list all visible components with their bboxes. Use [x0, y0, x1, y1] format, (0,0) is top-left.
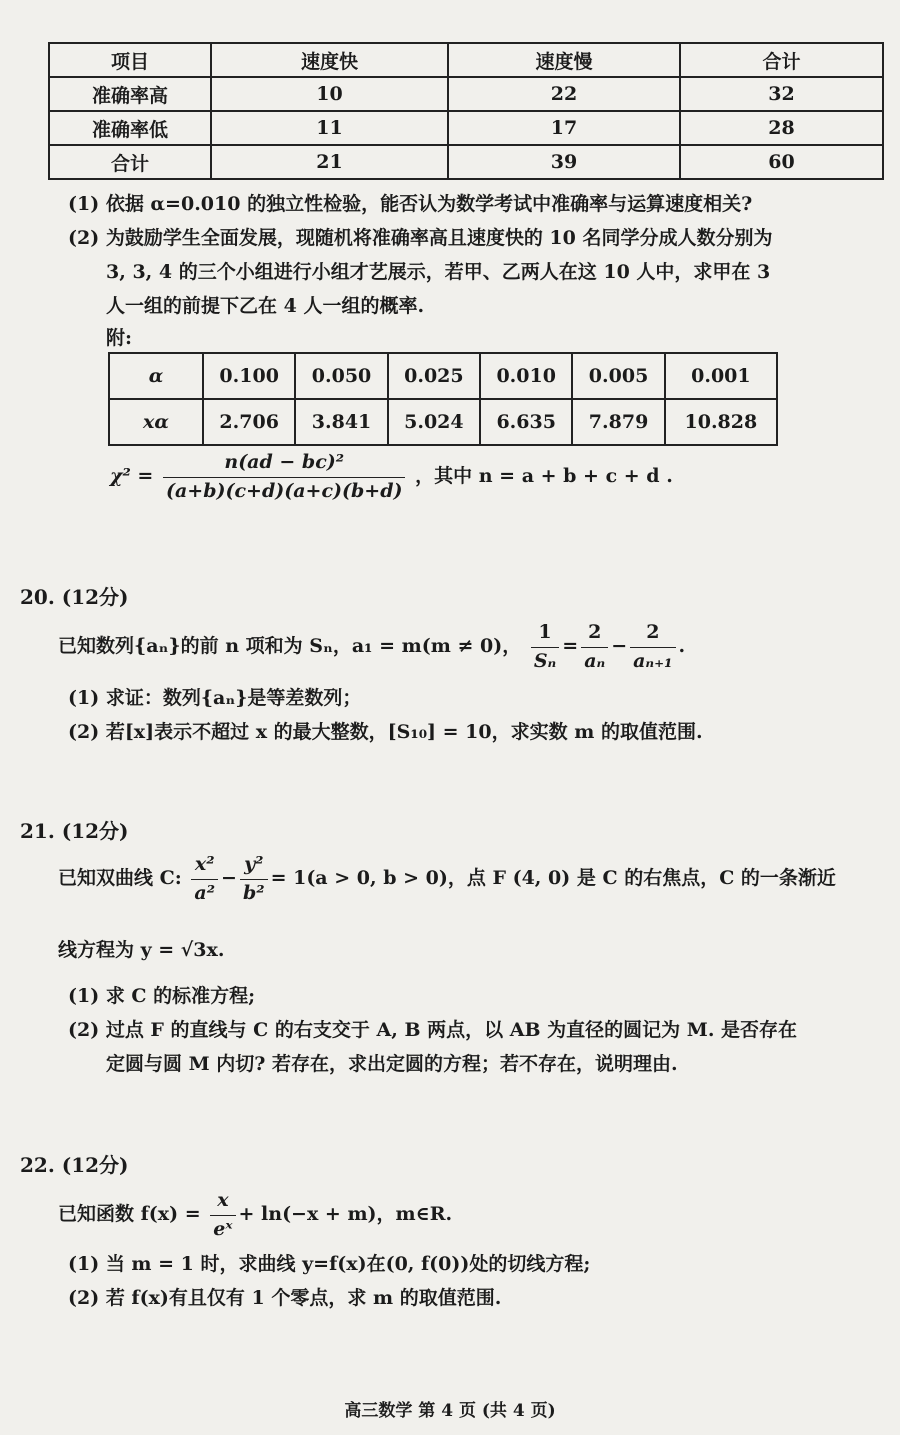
table-cell: 7.879 [572, 399, 664, 445]
equals-sign: = [562, 635, 579, 658]
q22-frac [210, 1188, 235, 1242]
q19-part2-line3: 人一组的前提下乙在 4 人一组的概率. [106, 295, 425, 317]
frac-den: a² [194, 881, 216, 904]
frac-num: 2 [581, 620, 608, 648]
frac-den: aₙ [584, 649, 606, 672]
x-alpha-label: xα [109, 399, 203, 445]
q22-stem [58, 1188, 452, 1242]
table-cell: 17 [448, 111, 680, 145]
q20-frac2 [581, 620, 608, 674]
q21-title: 21. (12分) [20, 819, 129, 843]
table-cell: 11 [211, 111, 448, 145]
q22-part1: (1) 当 m = 1 时，求曲线 y=f(x)在(0, f(0))处的切线方程; [68, 1253, 591, 1275]
chi-square-formula [110, 450, 673, 504]
table-cell: 合计 [49, 145, 211, 179]
table-cell: 0.100 [203, 353, 295, 399]
q20-stem-text: 已知数列{aₙ}的前 n 项和为 Sₙ，a₁ = m(m ≠ 0)， [58, 635, 522, 658]
q22-title: 22. (12分) [20, 1153, 129, 1177]
frac-den: aₙ₊₁ [633, 649, 673, 672]
table-cell: 2.706 [203, 399, 295, 445]
frac-num: 2 [630, 620, 675, 648]
table-cell: 39 [448, 145, 680, 179]
frac-num: x² [191, 852, 218, 880]
table-row [49, 145, 883, 179]
chi-lhs: χ² = [110, 465, 154, 488]
table-cell: 22 [448, 77, 680, 111]
minus-sign: − [221, 867, 237, 890]
table-header-cell: 合计 [680, 43, 883, 77]
frac-den: Sₙ [533, 649, 557, 672]
q21-part1: (1) 求 C 的标准方程; [68, 985, 256, 1007]
q20-part2: (2) 若[x]表示不超过 x 的最大整数，[S₁₀] = 10，求实数 m 的取值范围. [68, 721, 703, 743]
q21-stem-rest: = 1(a > 0, b > 0)，点 F (4, 0) 是 C 的右焦点，C 的一条渐近 [270, 867, 836, 890]
q20-stem-end: . [678, 635, 686, 658]
table-row [49, 77, 883, 111]
frac-num: x [210, 1188, 235, 1216]
table-cell: 10.828 [665, 399, 777, 445]
table-cell: 5.024 [388, 399, 480, 445]
table-cell: 0.050 [295, 353, 387, 399]
table-cell: 32 [680, 77, 883, 111]
q19-part2-line1: (2) 为鼓励学生全面发展，现随机将准确率高且速度快的 10 名同学分成人数分别为 [68, 227, 773, 249]
frac-den: eˣ [213, 1217, 233, 1240]
table-cell: 6.635 [480, 399, 572, 445]
table-row [109, 353, 777, 399]
table-cell: 60 [680, 145, 883, 179]
table-header-row [49, 43, 883, 77]
table-cell: 0.010 [480, 353, 572, 399]
frac-num: y² [240, 852, 268, 880]
q21-stem-line2: 线方程为 y = √3x. [58, 939, 225, 961]
q21-frac-x [191, 852, 218, 906]
table-cell: 0.001 [665, 353, 777, 399]
q19-part1: (1) 依据 α=0.010 的独立性检验，能否认为数学考试中准确率与运算速度相关? [68, 193, 753, 215]
table-cell: 0.005 [572, 353, 664, 399]
q21-stem [58, 852, 836, 906]
table-header-cell: 速度慢 [448, 43, 680, 77]
table-cell: 10 [211, 77, 448, 111]
appendix-label: 附: [106, 327, 133, 349]
q22-stem-rest: + ln(−x + m)，m∈R. [238, 1203, 453, 1226]
chi-numerator: n(ad − bc)² [163, 450, 406, 478]
table-row [49, 111, 883, 145]
q22-stem-text: 已知函数 f(x) = [58, 1203, 201, 1226]
q20-part1: (1) 求证：数列{aₙ}是等差数列； [68, 687, 362, 709]
chi-tail: ，其中 n = a + b + c + d . [415, 465, 673, 488]
alpha-label: α [109, 353, 203, 399]
page-footer: 高三数学 第 4 页 (共 4 页) [344, 1401, 556, 1421]
table-cell: 28 [680, 111, 883, 145]
table-row [109, 399, 777, 445]
chi-fraction [163, 450, 406, 504]
minus-sign: − [611, 635, 628, 658]
q22-part2: (2) 若 f(x)有且仅有 1 个零点，求 m 的取值范围. [68, 1287, 502, 1309]
table-cell: 准确率高 [49, 77, 211, 111]
q20-frac1 [531, 620, 559, 674]
chi-denominator: (a+b)(c+d)(a+c)(b+d) [165, 479, 403, 502]
q20-frac3 [630, 620, 675, 674]
critical-value-table [108, 352, 778, 446]
q21-part2-line2: 定圆与圆 M 内切? 若存在，求出定圆的方程；若不存在，说明理由. [106, 1053, 678, 1075]
table-cell: 准确率低 [49, 111, 211, 145]
q19-part2-line2: 3, 3, 4 的三个小组进行小组才艺展示，若甲、乙两人在这 10 人中，求甲在 3 [106, 261, 771, 283]
table-header-cell: 速度快 [211, 43, 448, 77]
q20-stem [58, 620, 685, 674]
q20-title: 20. (12分) [20, 585, 129, 609]
table-cell: 3.841 [295, 399, 387, 445]
table-header-cell: 项目 [49, 43, 211, 77]
q21-part2-line1: (2) 过点 F 的直线与 C 的右支交于 A, B 两点，以 AB 为直径的圆记为 M. 是否存在 [68, 1019, 798, 1041]
table-cell: 0.025 [388, 353, 480, 399]
frac-num: 1 [531, 620, 559, 648]
q21-stem-text: 已知双曲线 C: [58, 867, 182, 890]
frac-den: b² [242, 881, 265, 904]
q21-frac-y [240, 852, 268, 906]
contingency-table [48, 42, 884, 180]
table-cell: 21 [211, 145, 448, 179]
